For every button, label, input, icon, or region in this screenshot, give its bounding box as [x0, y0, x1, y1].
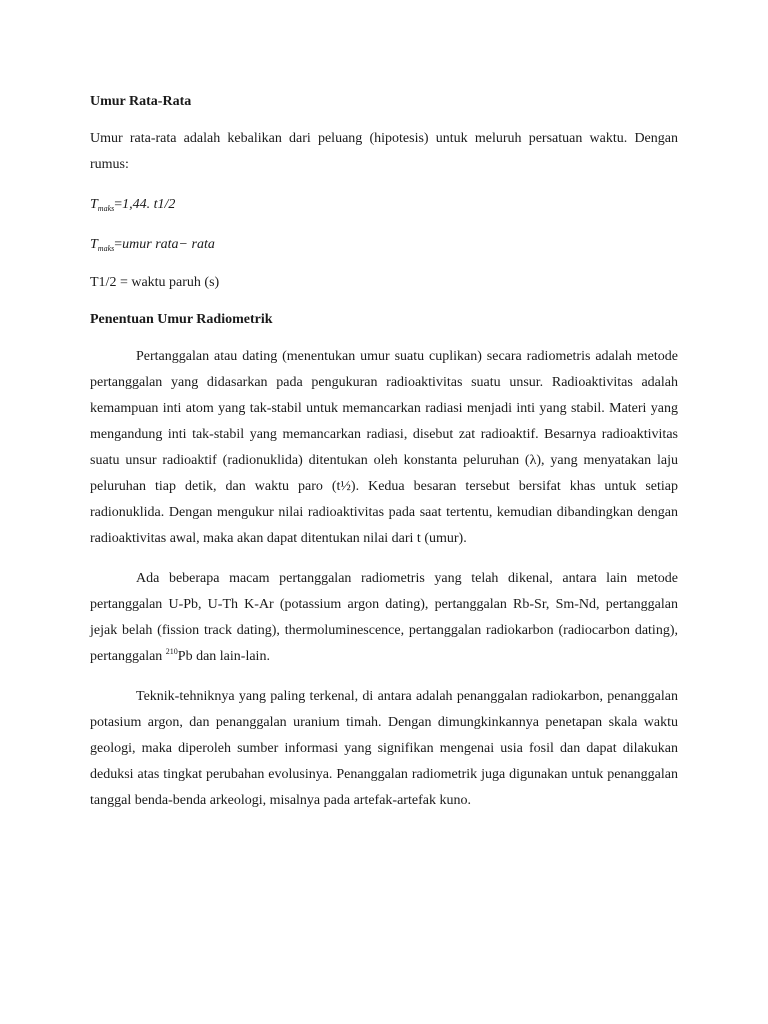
- intro-paragraph: Umur rata-rata adalah kebalikan dari peluang (hipotesis) untuk meluruh persatuan waktu. Dengan rumus:: [90, 131, 678, 172]
- formula-expression: umur rata− rata: [122, 237, 215, 252]
- formula-equals: =: [114, 197, 123, 212]
- formula-subscript: maks: [97, 204, 115, 213]
- half-life-definition: T1/2 = waktu paruh (s): [90, 275, 220, 290]
- paragraph-text: Ada beberapa macam pertanggalan radiometris yang telah dikenal, antara lain metode pertanggalan U-Pb, U-Th K-Ar (potassium argon dating), pertanggalan Rb-Sr, Sm-Nd, pertanggalan jejak belah (fission track dating), thermoluminescence, pertanggalan radiokarbon (radiocarbon dating), pertanggalan: [90, 571, 678, 664]
- paragraph-radiometric-dating: Pertanggalan atau dating (menentukan umur suatu cuplikan) secara radiometris adalah metode pertanggalan yang didasarkan pada pengukuran radioaktivitas suatu unsur. Radioaktivitas adalah kemampuan inti atom yang tak-stabil untuk memancarkan radiasi menjadi inti yang stabil. Materi yang mengandung inti tak-stabil yang memancarkan radiasi, disebut zat radioaktif. Besarnya radioaktivitas suatu unsur radioaktif (radionuklida) ditentukan oleh konstanta peluruhan (λ), yang menyatakan laju peluruhan tiap detik, dan waktu paro (t½). Kedua besaran tersebut bersifat khas untuk setiap radionuklida. Dengan mengukur nilai radioaktivitas pada saat tertentu, kemudian dibandingkan dengan radioaktivitas awal, maka akan dapat ditentukan nilai dari t (umur).: [90, 349, 678, 546]
- formula-tmaks-2: [90, 232, 678, 258]
- formula-symbol: T: [90, 197, 98, 212]
- paragraph-techniques: Teknik-tehniknya yang paling terkenal, di antara adalah penanggalan radiokarbon, penanggalan potasium argon, dan penanggalan uranium timah. Dengan dimungkinkannya penetapan skala waktu geologi, maka diperoleh sumber informasi yang signifikan mengenai usia fosil dan dapat dilakukan deduksi atas tingkat perubahan evolusinya. Penanggalan radiometrik juga digunakan untuk penanggalan tanggal benda-benda arkeologi, misalnya pada artefak-artefak kuno.: [90, 689, 678, 808]
- formula-equals: =: [114, 237, 123, 252]
- isotope-superscript: 210: [165, 647, 178, 656]
- paragraph-dating-methods: [90, 566, 678, 670]
- formula-symbol: T: [90, 237, 98, 252]
- section-heading-umur-rata-rata: Umur Rata-Rata: [90, 94, 192, 109]
- paragraph-text: Pb dan lain-lain.: [177, 649, 270, 664]
- formula-subscript: maks: [97, 244, 115, 253]
- formula-expression: 1,44. t1/2: [122, 197, 176, 212]
- section-heading-penentuan-umur: Penentuan Umur Radiometrik: [90, 312, 273, 327]
- formula-tmaks-1: [90, 192, 678, 218]
